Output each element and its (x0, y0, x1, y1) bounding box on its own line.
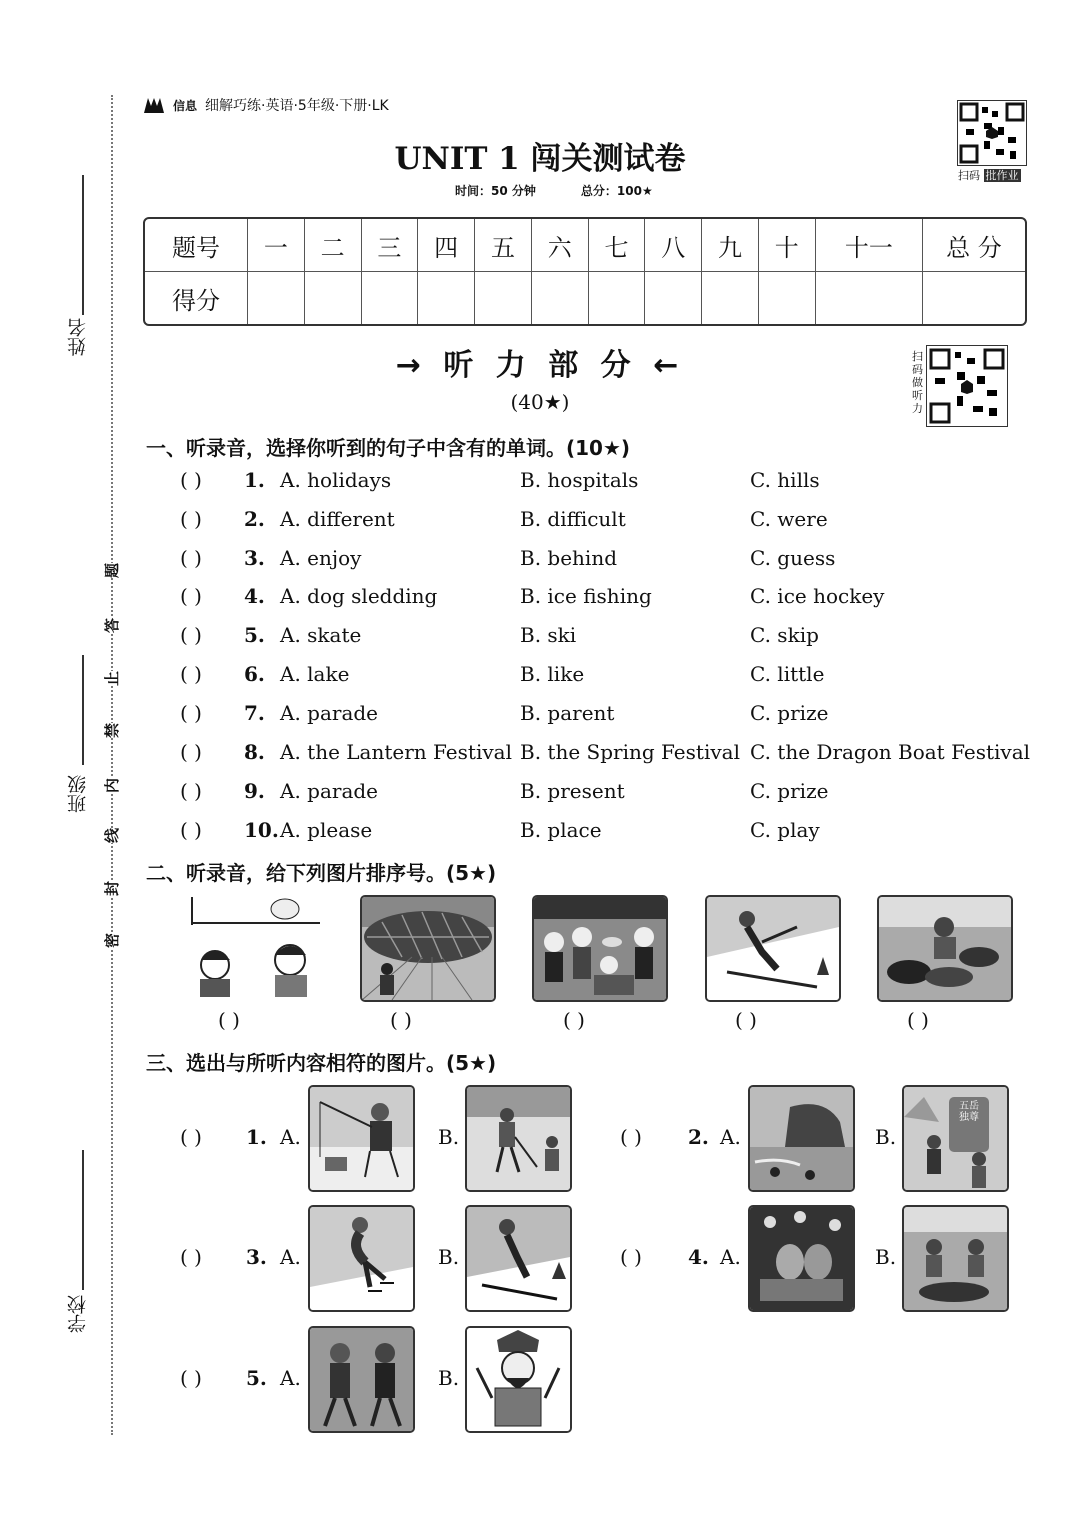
book-header (143, 95, 389, 115)
table-header-cell: 二 (305, 219, 362, 272)
option-b-label: B. (438, 1245, 460, 1269)
list-item (180, 740, 1030, 770)
option-a: A. lake (280, 662, 350, 686)
list-item (180, 818, 1030, 848)
answer-blank[interactable]: ( ) (180, 818, 202, 842)
answer-blank[interactable]: ( ) (180, 662, 202, 686)
dog-sledding-image (879, 897, 1011, 1000)
list-item (180, 468, 1030, 498)
mount-tai-image (904, 1087, 1007, 1190)
listening-section-title: → 听 力 部 分 ← (395, 348, 685, 383)
option-a: A. the Lantern Festival (280, 740, 512, 764)
option-c: C. ice hockey (750, 584, 885, 608)
dog-sledding-image (904, 1207, 1007, 1310)
seal-char: 禁 (103, 722, 122, 739)
picture-skating[interactable] (308, 1205, 415, 1312)
class-label: 班级 (67, 775, 89, 813)
table-header-cell: 一 (248, 219, 305, 272)
option-b: B. present (520, 779, 625, 803)
table-header-cell: 六 (532, 219, 589, 272)
option-b-label: B. (438, 1125, 460, 1149)
option-c: C. were (750, 507, 828, 531)
option-b: B. ice fishing (520, 584, 652, 608)
option-a: A. holidays (280, 468, 392, 492)
picture-skiing-2[interactable] (465, 1205, 572, 1312)
list-item (180, 662, 1030, 692)
option-a: A. parade (280, 701, 379, 725)
school-label: 学校 (67, 1295, 89, 1333)
question-number: 1. (244, 468, 265, 492)
option-b-label: B. (438, 1366, 460, 1390)
skiing-image (707, 897, 839, 1000)
time-limit: 时间：50 分钟 (455, 184, 536, 198)
answer-blank[interactable]: ( ) (180, 546, 202, 570)
score-cell[interactable] (702, 272, 759, 324)
order-blank[interactable]: ( ) (563, 1008, 585, 1032)
option-b-label: B. (875, 1125, 897, 1149)
seal-char: 密 (103, 932, 122, 949)
part1-heading: 一、听录音，选择你听到的句子中含有的单词。(10★) (146, 436, 631, 460)
picture-kids-talking[interactable] (190, 895, 325, 998)
total-score: 总分：100★ (580, 184, 653, 198)
list-item (180, 779, 1030, 809)
score-cell[interactable] (532, 272, 589, 324)
question-number: 6. (244, 662, 265, 686)
question-number: 5. (244, 623, 265, 647)
option-a-label: A. (720, 1125, 741, 1149)
brand-name: 信息 (173, 98, 198, 113)
qr-scan-text: 扫码 (958, 169, 980, 182)
score-cell[interactable] (759, 272, 816, 324)
question-number: 2. (244, 507, 265, 531)
order-blank[interactable]: ( ) (907, 1008, 929, 1032)
score-cell[interactable] (589, 272, 646, 324)
option-c: C. hills (750, 468, 820, 492)
option-b: B. place (520, 818, 602, 842)
question-number: 5. (246, 1366, 267, 1390)
qr-homework-label (958, 167, 1021, 183)
class-underline (82, 655, 84, 765)
option-b: B. ski (520, 623, 577, 647)
score-cell[interactable] (645, 272, 702, 324)
seal-char: 内 (103, 777, 122, 794)
family-party-image (534, 897, 666, 1000)
kids-talking-image (190, 895, 325, 998)
picture-dog-sledding[interactable] (877, 895, 1013, 1002)
question-number: 4. (688, 1245, 709, 1269)
ice-fishing-image (310, 1087, 413, 1190)
question-number: 3. (246, 1245, 267, 1269)
answer-blank[interactable]: ( ) (180, 701, 202, 725)
option-a: A. different (280, 507, 395, 531)
answer-blank[interactable]: ( ) (180, 468, 202, 492)
question-number: 9. (244, 779, 265, 803)
option-a: A. skate (280, 623, 362, 647)
table-header-cell: 八 (645, 219, 702, 272)
brand-logo-icon (143, 96, 165, 114)
picture-dancers[interactable] (308, 1326, 415, 1433)
answer-blank[interactable]: ( ) (180, 623, 202, 647)
list-item (180, 623, 1030, 653)
seal-char: 线 (103, 827, 122, 844)
exam-meta (455, 182, 653, 199)
answer-blank[interactable]: ( ) (180, 1245, 202, 1269)
option-c: C. prize (750, 779, 829, 803)
score-cell[interactable] (816, 272, 923, 324)
qr-homework-text: 批作业 (985, 169, 1019, 182)
skating-image (310, 1207, 413, 1310)
dancers-image (310, 1328, 413, 1431)
option-a: A. enjoy (280, 546, 362, 570)
option-a: A. please (280, 818, 373, 842)
picture-dog-sledding-2[interactable] (902, 1205, 1009, 1312)
question-number: 10. (244, 818, 279, 842)
picture-ice-hockey[interactable] (465, 1085, 572, 1192)
picture-opera-mask[interactable] (465, 1326, 572, 1433)
name-label: 姓名 (67, 318, 89, 356)
answer-blank[interactable]: ( ) (180, 1125, 202, 1149)
question-number: 1. (246, 1125, 267, 1149)
picture-dragon-dance[interactable] (748, 1205, 855, 1312)
question-number: 4. (244, 584, 265, 608)
option-b: B. like (520, 662, 585, 686)
score-cell[interactable] (475, 272, 532, 324)
answer-blank[interactable]: ( ) (180, 584, 202, 608)
option-b: B. the Spring Festival (520, 740, 740, 764)
ice-hockey-image (467, 1087, 570, 1190)
table-header-cell: 四 (418, 219, 475, 272)
score-table (143, 217, 1027, 326)
list-item (180, 584, 1030, 614)
opera-character-image (467, 1328, 570, 1431)
question-number: 7. (244, 701, 265, 725)
option-a-label: A. (280, 1245, 301, 1269)
option-c: C. the Dragon Boat Festival (750, 740, 1031, 764)
sign-text: 五岳独尊 (959, 1101, 979, 1123)
page-title: UNIT 1 闯关测试卷 (394, 141, 686, 177)
answer-blank[interactable]: ( ) (620, 1245, 642, 1269)
option-a: A. parade (280, 779, 379, 803)
score-cell[interactable] (248, 272, 305, 324)
seal-char: 题 (103, 562, 122, 579)
option-c: C. skip (750, 623, 819, 647)
table-header-cell: 三 (362, 219, 419, 272)
order-blank[interactable]: ( ) (735, 1008, 757, 1032)
dragon-dance-image (750, 1207, 853, 1310)
order-blank[interactable]: ( ) (390, 1008, 412, 1032)
answer-blank[interactable]: ( ) (180, 1366, 202, 1390)
option-a-label: A. (280, 1366, 301, 1390)
school-underline (82, 1150, 84, 1290)
answer-blank[interactable]: ( ) (180, 740, 202, 764)
score-cell[interactable] (923, 272, 1025, 324)
picture-family-party[interactable] (532, 895, 668, 1002)
picture-mount-tai[interactable] (902, 1085, 1009, 1192)
option-a-label: A. (720, 1245, 741, 1269)
part2-heading: 二、听录音，给下列图片排序号。(5★) (146, 861, 497, 885)
answer-blank[interactable]: ( ) (620, 1125, 642, 1149)
picture-skiing[interactable] (705, 895, 841, 1002)
option-c: C. little (750, 662, 825, 686)
option-c: C. prize (750, 701, 829, 725)
score-table-header-row (145, 219, 1025, 272)
order-blank[interactable]: ( ) (218, 1008, 240, 1032)
qr-icon (958, 101, 1026, 165)
seal-char: 封 (103, 880, 122, 897)
option-b-label: B. (875, 1245, 897, 1269)
table-header-cell: 九 (702, 219, 759, 272)
qr-code-homework[interactable] (957, 100, 1027, 166)
question-number: 3. (244, 546, 265, 570)
picture-ice-fishing[interactable] (308, 1085, 415, 1192)
question-number: 2. (688, 1125, 709, 1149)
book-title: 细解巧练·英语·5年级·下册·LK (205, 98, 389, 114)
picture-beach-rock[interactable] (748, 1085, 855, 1192)
picture-birds-nest[interactable] (360, 895, 496, 1002)
answer-blank[interactable]: ( ) (180, 507, 202, 531)
option-a: A. dog sledding (280, 584, 438, 608)
score-table-row (145, 272, 1025, 324)
score-cell[interactable] (418, 272, 475, 324)
option-b: B. parent (520, 701, 615, 725)
option-c: C. guess (750, 546, 836, 570)
answer-blank[interactable]: ( ) (180, 779, 202, 803)
option-b: B. hospitals (520, 468, 639, 492)
table-header-cell: 七 (589, 219, 646, 272)
listening-section-score: (40★) (510, 390, 570, 414)
list-item (180, 701, 1030, 731)
skiing-image (467, 1207, 570, 1310)
part3-heading: 三、选出与所听内容相符的图片。(5★) (146, 1051, 497, 1075)
binding-dotted-line (111, 95, 113, 1435)
qr-listening-label: 扫码做听力 (912, 350, 923, 415)
option-b: B. behind (520, 546, 618, 570)
seal-char: 答 (103, 617, 122, 634)
question-number: 8. (244, 740, 265, 764)
stadium-image (362, 897, 494, 1000)
table-header-cell: 题号 (145, 219, 248, 272)
table-header-cell: 十一 (816, 219, 923, 272)
option-a-label: A. (280, 1125, 301, 1149)
score-cell[interactable] (362, 272, 419, 324)
beach-rock-image (750, 1087, 853, 1190)
name-underline (82, 175, 84, 315)
option-c: C. play (750, 818, 820, 842)
score-row-label: 得分 (145, 272, 248, 324)
table-header-cell: 五 (475, 219, 532, 272)
list-item (180, 507, 1030, 537)
table-header-cell: 十 (759, 219, 816, 272)
list-item (180, 546, 1030, 576)
option-b: B. difficult (520, 507, 626, 531)
table-header-cell: 总 分 (923, 219, 1025, 272)
seal-char: 止 (103, 670, 122, 687)
score-cell[interactable] (305, 272, 362, 324)
